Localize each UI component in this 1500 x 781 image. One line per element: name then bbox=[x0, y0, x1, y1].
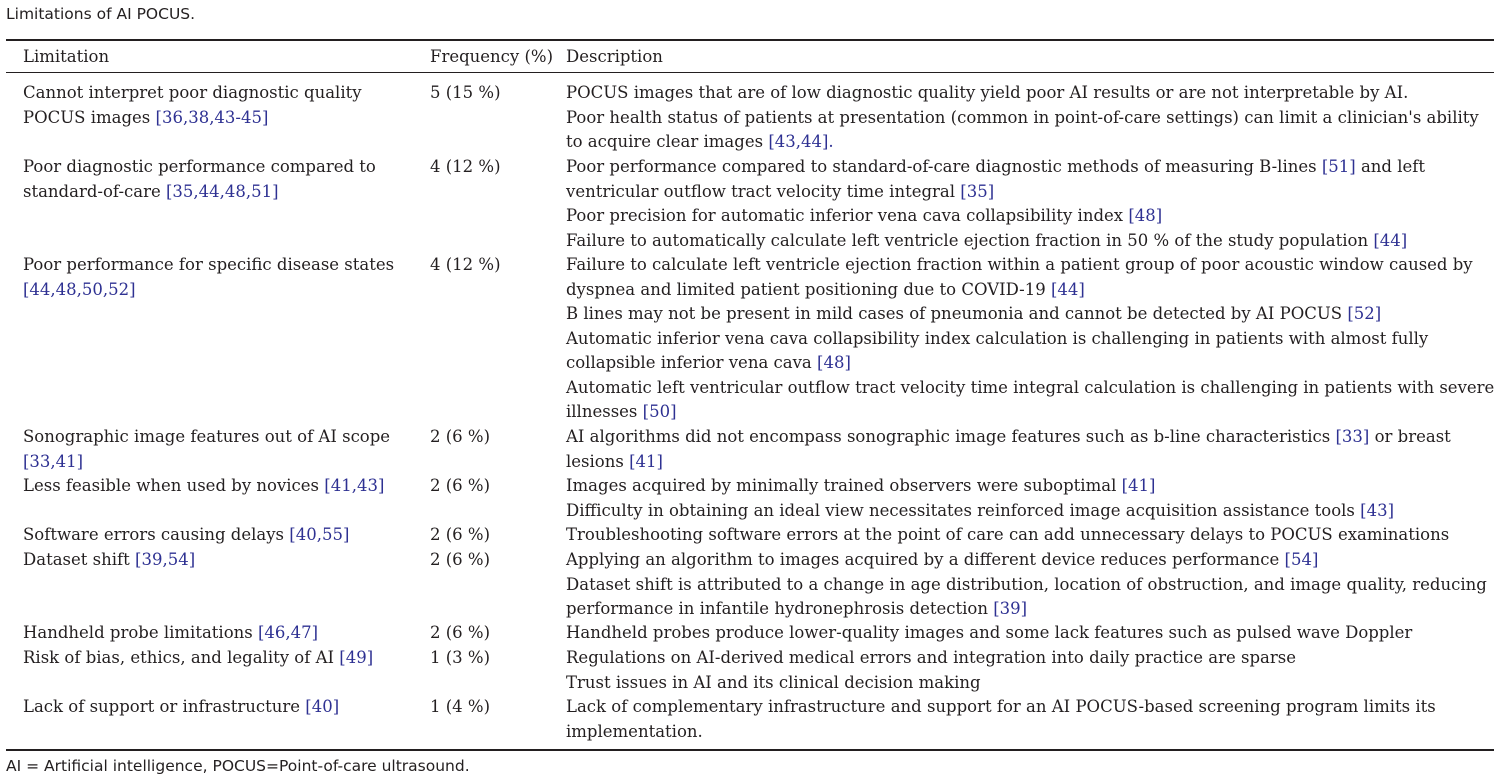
limitation-text: Software errors causing delays bbox=[23, 525, 285, 544]
description-line bbox=[566, 671, 1496, 696]
description-ref[interactable]: [50] bbox=[642, 402, 677, 421]
limitation-refs[interactable]: [41,43] bbox=[324, 476, 385, 495]
description-text: Poor performance compared to standard-of-care diagnostic methods of measuring B-lines [51] and left ventricular outflow tract velocity time integral bbox=[566, 157, 1426, 201]
description-ref[interactable]: [43] bbox=[1360, 500, 1395, 520]
limitation-refs[interactable]: [40,55] bbox=[289, 525, 350, 544]
description-line bbox=[566, 81, 1496, 106]
description-text: Poor health status of patients at presentation (common in point-of-care settings) can limit a clinician's ability to acquire clear images bbox=[566, 107, 1479, 151]
description-text: B lines may not be present in mild cases of pneumonia and cannot be detected by AI POCUS bbox=[566, 304, 1343, 323]
description-text: Failure to automatically calculate left ventricle ejection fraction in 50 % of the study population bbox=[566, 230, 1369, 250]
description-cell bbox=[566, 695, 1496, 744]
description-text: Difficulty in obtaining an ideal view necessitates reinforced image acquisition assistance tools bbox=[566, 500, 1355, 520]
limitation-cell bbox=[23, 253, 415, 302]
description-ref[interactable]: [44] bbox=[1373, 230, 1408, 250]
frequency-cell: 2 (6 %) bbox=[430, 427, 491, 446]
description-line bbox=[566, 106, 1496, 155]
limitation-text: Risk of bias, ethics, and legality of AI bbox=[23, 648, 335, 667]
description-line bbox=[566, 155, 1496, 204]
inline-ref[interactable]: [33] bbox=[1335, 427, 1370, 446]
description-ref[interactable]: [39] bbox=[993, 599, 1028, 618]
limitation-text: Less feasible when used by novices bbox=[23, 476, 320, 495]
limitation-cell bbox=[23, 621, 415, 646]
limitation-text: Poor diagnostic performance compared to standard-of-care bbox=[23, 157, 376, 201]
description-line bbox=[566, 523, 1496, 548]
description-cell bbox=[566, 474, 1496, 523]
description-line bbox=[566, 474, 1496, 499]
description-line bbox=[566, 327, 1496, 376]
description-cell bbox=[566, 253, 1496, 425]
description-line bbox=[566, 573, 1496, 622]
description-text: Applying an algorithm to images acquired by a different device reduces performance bbox=[566, 550, 1280, 569]
description-text: Poor precision for automatic inferior vena cava collapsibility index bbox=[566, 206, 1124, 225]
description-cell bbox=[566, 646, 1496, 695]
frequency-cell: 2 (6 %) bbox=[430, 525, 491, 544]
limitation-text: Lack of support or infrastructure bbox=[23, 697, 301, 716]
limitation-refs[interactable]: [49] bbox=[339, 648, 374, 667]
column-header-description: Description bbox=[566, 47, 663, 66]
description-line bbox=[566, 548, 1496, 573]
limitation-cell bbox=[23, 155, 415, 204]
limitation-refs[interactable]: [36,38,43-45] bbox=[155, 107, 269, 127]
description-text: Automatic inferior vena cava collapsibility index calculation is challenging in patients with almost fully collapsible inferior vena cava bbox=[566, 328, 1429, 372]
description-line bbox=[566, 229, 1496, 254]
description-text: Images acquired by minimally trained observers were suboptimal bbox=[566, 476, 1117, 495]
header-rule bbox=[6, 72, 1494, 73]
table-bottom-rule bbox=[6, 749, 1494, 751]
description-text: Lack of complementary infrastructure and support for an AI POCUS-based screening program limits its implementation. bbox=[566, 697, 1436, 741]
column-header-limitation: Limitation bbox=[23, 47, 110, 66]
frequency-cell: 1 (3 %) bbox=[430, 648, 491, 667]
description-line bbox=[566, 425, 1496, 474]
description-cell bbox=[566, 425, 1496, 474]
description-ref[interactable]: [41] bbox=[629, 451, 663, 471]
description-ref[interactable]: [54] bbox=[1284, 550, 1319, 569]
frequency-cell: 2 (6 %) bbox=[430, 550, 491, 569]
limitation-cell bbox=[23, 646, 415, 671]
description-ref[interactable]: [52] bbox=[1347, 304, 1382, 323]
description-cell bbox=[566, 523, 1496, 548]
limitation-refs[interactable]: [35,44,48,51] bbox=[166, 181, 279, 201]
description-ref[interactable]: [43,44]. bbox=[768, 132, 834, 151]
description-ref[interactable]: [35] bbox=[960, 181, 995, 201]
description-text: Dataset shift is attributed to a change in age distribution, location of obstruction, and image quality, reducing performance in infantile hydronephrosis detection bbox=[566, 574, 1487, 618]
description-line bbox=[566, 621, 1496, 646]
description-ref[interactable]: [44] bbox=[1051, 279, 1085, 299]
limitation-text: Cannot interpret poor diagnostic quality POCUS images bbox=[23, 83, 362, 127]
description-line bbox=[566, 376, 1496, 425]
description-line bbox=[566, 204, 1496, 229]
description-cell bbox=[566, 548, 1496, 622]
description-line bbox=[566, 646, 1496, 671]
description-cell bbox=[566, 81, 1496, 155]
description-text: POCUS images that are of low diagnostic quality yield poor AI results or are not interpretable by AI. bbox=[566, 83, 1409, 102]
description-text: Handheld probes produce lower-quality images and some lack features such as pulsed wave Doppler bbox=[566, 623, 1413, 642]
limitation-cell bbox=[23, 695, 415, 720]
limitation-text: Handheld probe limitations bbox=[23, 623, 253, 642]
frequency-cell: 2 (6 %) bbox=[430, 623, 491, 642]
description-cell bbox=[566, 621, 1496, 646]
limitation-text: Dataset shift bbox=[23, 550, 130, 569]
description-text: AI algorithms did not encompass sonographic image features such as b-line characteristics [33] or breast lesions bbox=[566, 427, 1451, 471]
limitation-cell bbox=[23, 523, 415, 548]
frequency-cell: 1 (4 %) bbox=[430, 697, 491, 716]
description-cell bbox=[566, 155, 1496, 253]
frequency-cell: 5 (15 %) bbox=[430, 83, 501, 102]
table-top-rule bbox=[6, 39, 1494, 41]
description-ref[interactable]: [41] bbox=[1121, 476, 1156, 495]
column-header-frequency: Frequency (%) bbox=[430, 47, 554, 66]
limitation-cell bbox=[23, 425, 415, 474]
description-text: Failure to calculate left ventricle ejection fraction within a patient group of poor acoustic window caused by dyspnea and limited patient positioning due to COVID-19 bbox=[566, 255, 1473, 299]
limitation-refs[interactable]: [39,54] bbox=[135, 550, 196, 569]
limitation-refs[interactable]: [33,41] bbox=[23, 451, 84, 471]
description-text: Regulations on AI-derived medical errors and integration into daily practice are sparse bbox=[566, 648, 1297, 667]
description-text: Trust issues in AI and its clinical decision making bbox=[566, 672, 981, 692]
limitation-cell bbox=[23, 81, 415, 130]
description-line bbox=[566, 302, 1496, 327]
table-caption: Limitations of AI POCUS. bbox=[6, 5, 196, 23]
limitation-cell bbox=[23, 548, 415, 573]
limitation-refs[interactable]: [40] bbox=[305, 697, 340, 716]
limitation-text: Sonographic image features out of AI scope bbox=[23, 427, 391, 446]
limitation-text: Poor performance for specific disease states bbox=[23, 255, 395, 274]
frequency-cell: 2 (6 %) bbox=[430, 476, 491, 495]
description-text: Troubleshooting software errors at the point of care can add unnecessary delays to POCUS examinations bbox=[566, 525, 1450, 544]
description-ref[interactable]: [48] bbox=[817, 353, 851, 372]
description-line bbox=[566, 499, 1496, 524]
limitation-refs[interactable]: [44,48,50,52] bbox=[23, 279, 136, 299]
table-footnote: AI = Artificial intelligence, POCUS=Point-of-care ultrasound. bbox=[6, 757, 470, 775]
description-ref[interactable]: [48] bbox=[1128, 206, 1163, 225]
limitation-cell bbox=[23, 474, 415, 499]
description-text: Automatic left ventricular outflow tract velocity time integral calculation is challenging in patients with severe illnesses bbox=[566, 377, 1495, 421]
frequency-cell: 4 (12 %) bbox=[430, 255, 501, 274]
inline-ref[interactable]: [51] bbox=[1321, 157, 1356, 176]
limitation-refs[interactable]: [46,47] bbox=[257, 623, 319, 642]
description-line bbox=[566, 253, 1496, 302]
description-line bbox=[566, 695, 1496, 744]
frequency-cell: 4 (12 %) bbox=[430, 157, 501, 176]
